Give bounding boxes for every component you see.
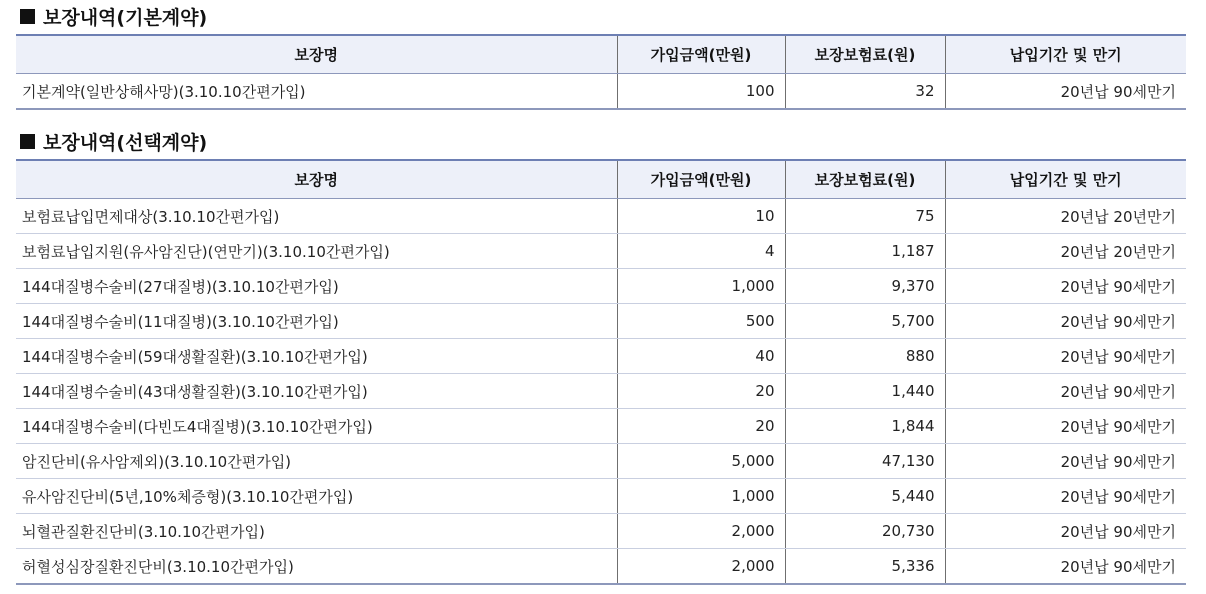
header-insured-amount: 가입금액(만원) bbox=[617, 35, 785, 74]
optional-coverage-table bbox=[16, 159, 1186, 585]
premium-cell: 75 bbox=[785, 199, 945, 234]
payment-period-cell: 20년납 20년만기 bbox=[945, 234, 1186, 269]
header-premium: 보장보험료(원) bbox=[785, 160, 945, 199]
insured-amount-cell: 2,000 bbox=[617, 549, 785, 585]
table-row bbox=[16, 409, 1186, 444]
coverage-name-cell: 144대질병수술비(11대질병)(3.10.10간편가입) bbox=[16, 304, 617, 339]
premium-cell: 1,187 bbox=[785, 234, 945, 269]
insured-amount-cell: 5,000 bbox=[617, 444, 785, 479]
table-row bbox=[16, 479, 1186, 514]
header-coverage-name: 보장명 bbox=[16, 35, 617, 74]
table-row bbox=[16, 269, 1186, 304]
optional-section-title-text: 보장내역(선택계약) bbox=[43, 131, 208, 154]
payment-period-cell: 20년납 90세만기 bbox=[945, 304, 1186, 339]
coverage-name-cell: 기본계약(일반상해사망)(3.10.10간편가입) bbox=[16, 74, 617, 110]
premium-cell: 1,440 bbox=[785, 374, 945, 409]
header-premium: 보장보험료(원) bbox=[785, 35, 945, 74]
coverage-name-cell: 암진단비(유사암제외)(3.10.10간편가입) bbox=[16, 444, 617, 479]
basic-coverage-table bbox=[16, 34, 1186, 110]
bullet-square-icon bbox=[20, 134, 35, 149]
premium-cell: 880 bbox=[785, 339, 945, 374]
insured-amount-cell: 2,000 bbox=[617, 514, 785, 549]
payment-period-cell: 20년납 90세만기 bbox=[945, 479, 1186, 514]
premium-cell: 1,844 bbox=[785, 409, 945, 444]
table-row bbox=[16, 304, 1186, 339]
premium-cell: 5,336 bbox=[785, 549, 945, 585]
payment-period-cell: 20년납 90세만기 bbox=[945, 269, 1186, 304]
table-row bbox=[16, 74, 1186, 110]
insured-amount-cell: 4 bbox=[617, 234, 785, 269]
insured-amount-cell: 1,000 bbox=[617, 269, 785, 304]
header-payment-period: 납입기간 및 만기 bbox=[945, 160, 1186, 199]
insured-amount-cell: 500 bbox=[617, 304, 785, 339]
insured-amount-cell: 1,000 bbox=[617, 479, 785, 514]
premium-cell: 32 bbox=[785, 74, 945, 110]
table-row bbox=[16, 374, 1186, 409]
premium-cell: 20,730 bbox=[785, 514, 945, 549]
table-row bbox=[16, 234, 1186, 269]
payment-period-cell: 20년납 20년만기 bbox=[945, 199, 1186, 234]
payment-period-cell: 20년납 90세만기 bbox=[945, 74, 1186, 110]
bullet-square-icon bbox=[20, 9, 35, 24]
coverage-name-cell: 144대질병수술비(다빈도4대질병)(3.10.10간편가입) bbox=[16, 409, 617, 444]
payment-period-cell: 20년납 90세만기 bbox=[945, 444, 1186, 479]
coverage-name-cell: 144대질병수술비(27대질병)(3.10.10간편가입) bbox=[16, 269, 617, 304]
table-row bbox=[16, 339, 1186, 374]
coverage-name-cell: 보험료납입지원(유사암진단)(연만기)(3.10.10간편가입) bbox=[16, 234, 617, 269]
payment-period-cell: 20년납 90세만기 bbox=[945, 549, 1186, 585]
payment-period-cell: 20년납 90세만기 bbox=[945, 514, 1186, 549]
optional-header-row bbox=[16, 160, 1186, 199]
basic-section-title bbox=[20, 3, 207, 29]
payment-period-cell: 20년납 90세만기 bbox=[945, 409, 1186, 444]
insured-amount-cell: 40 bbox=[617, 339, 785, 374]
table-row bbox=[16, 549, 1186, 585]
premium-cell: 5,440 bbox=[785, 479, 945, 514]
insured-amount-cell: 20 bbox=[617, 374, 785, 409]
premium-cell: 9,370 bbox=[785, 269, 945, 304]
insured-amount-cell: 100 bbox=[617, 74, 785, 110]
optional-section-title bbox=[20, 128, 207, 154]
coverage-name-cell: 144대질병수술비(59대생활질환)(3.10.10간편가입) bbox=[16, 339, 617, 374]
insured-amount-cell: 10 bbox=[617, 199, 785, 234]
header-payment-period: 납입기간 및 만기 bbox=[945, 35, 1186, 74]
basic-section-title-text: 보장내역(기본계약) bbox=[43, 6, 208, 29]
header-coverage-name: 보장명 bbox=[16, 160, 617, 199]
coverage-name-cell: 144대질병수술비(43대생활질환)(3.10.10간편가입) bbox=[16, 374, 617, 409]
coverage-name-cell: 보험료납입면제대상(3.10.10간편가입) bbox=[16, 199, 617, 234]
table-row bbox=[16, 444, 1186, 479]
table-row bbox=[16, 514, 1186, 549]
coverage-name-cell: 뇌혈관질환진단비(3.10.10간편가입) bbox=[16, 514, 617, 549]
table-row bbox=[16, 199, 1186, 234]
coverage-name-cell: 유사암진단비(5년,10%체증형)(3.10.10간편가입) bbox=[16, 479, 617, 514]
premium-cell: 47,130 bbox=[785, 444, 945, 479]
header-insured-amount: 가입금액(만원) bbox=[617, 160, 785, 199]
coverage-name-cell: 허혈성심장질환진단비(3.10.10간편가입) bbox=[16, 549, 617, 585]
payment-period-cell: 20년납 90세만기 bbox=[945, 339, 1186, 374]
premium-cell: 5,700 bbox=[785, 304, 945, 339]
payment-period-cell: 20년납 90세만기 bbox=[945, 374, 1186, 409]
basic-header-row bbox=[16, 35, 1186, 74]
insured-amount-cell: 20 bbox=[617, 409, 785, 444]
